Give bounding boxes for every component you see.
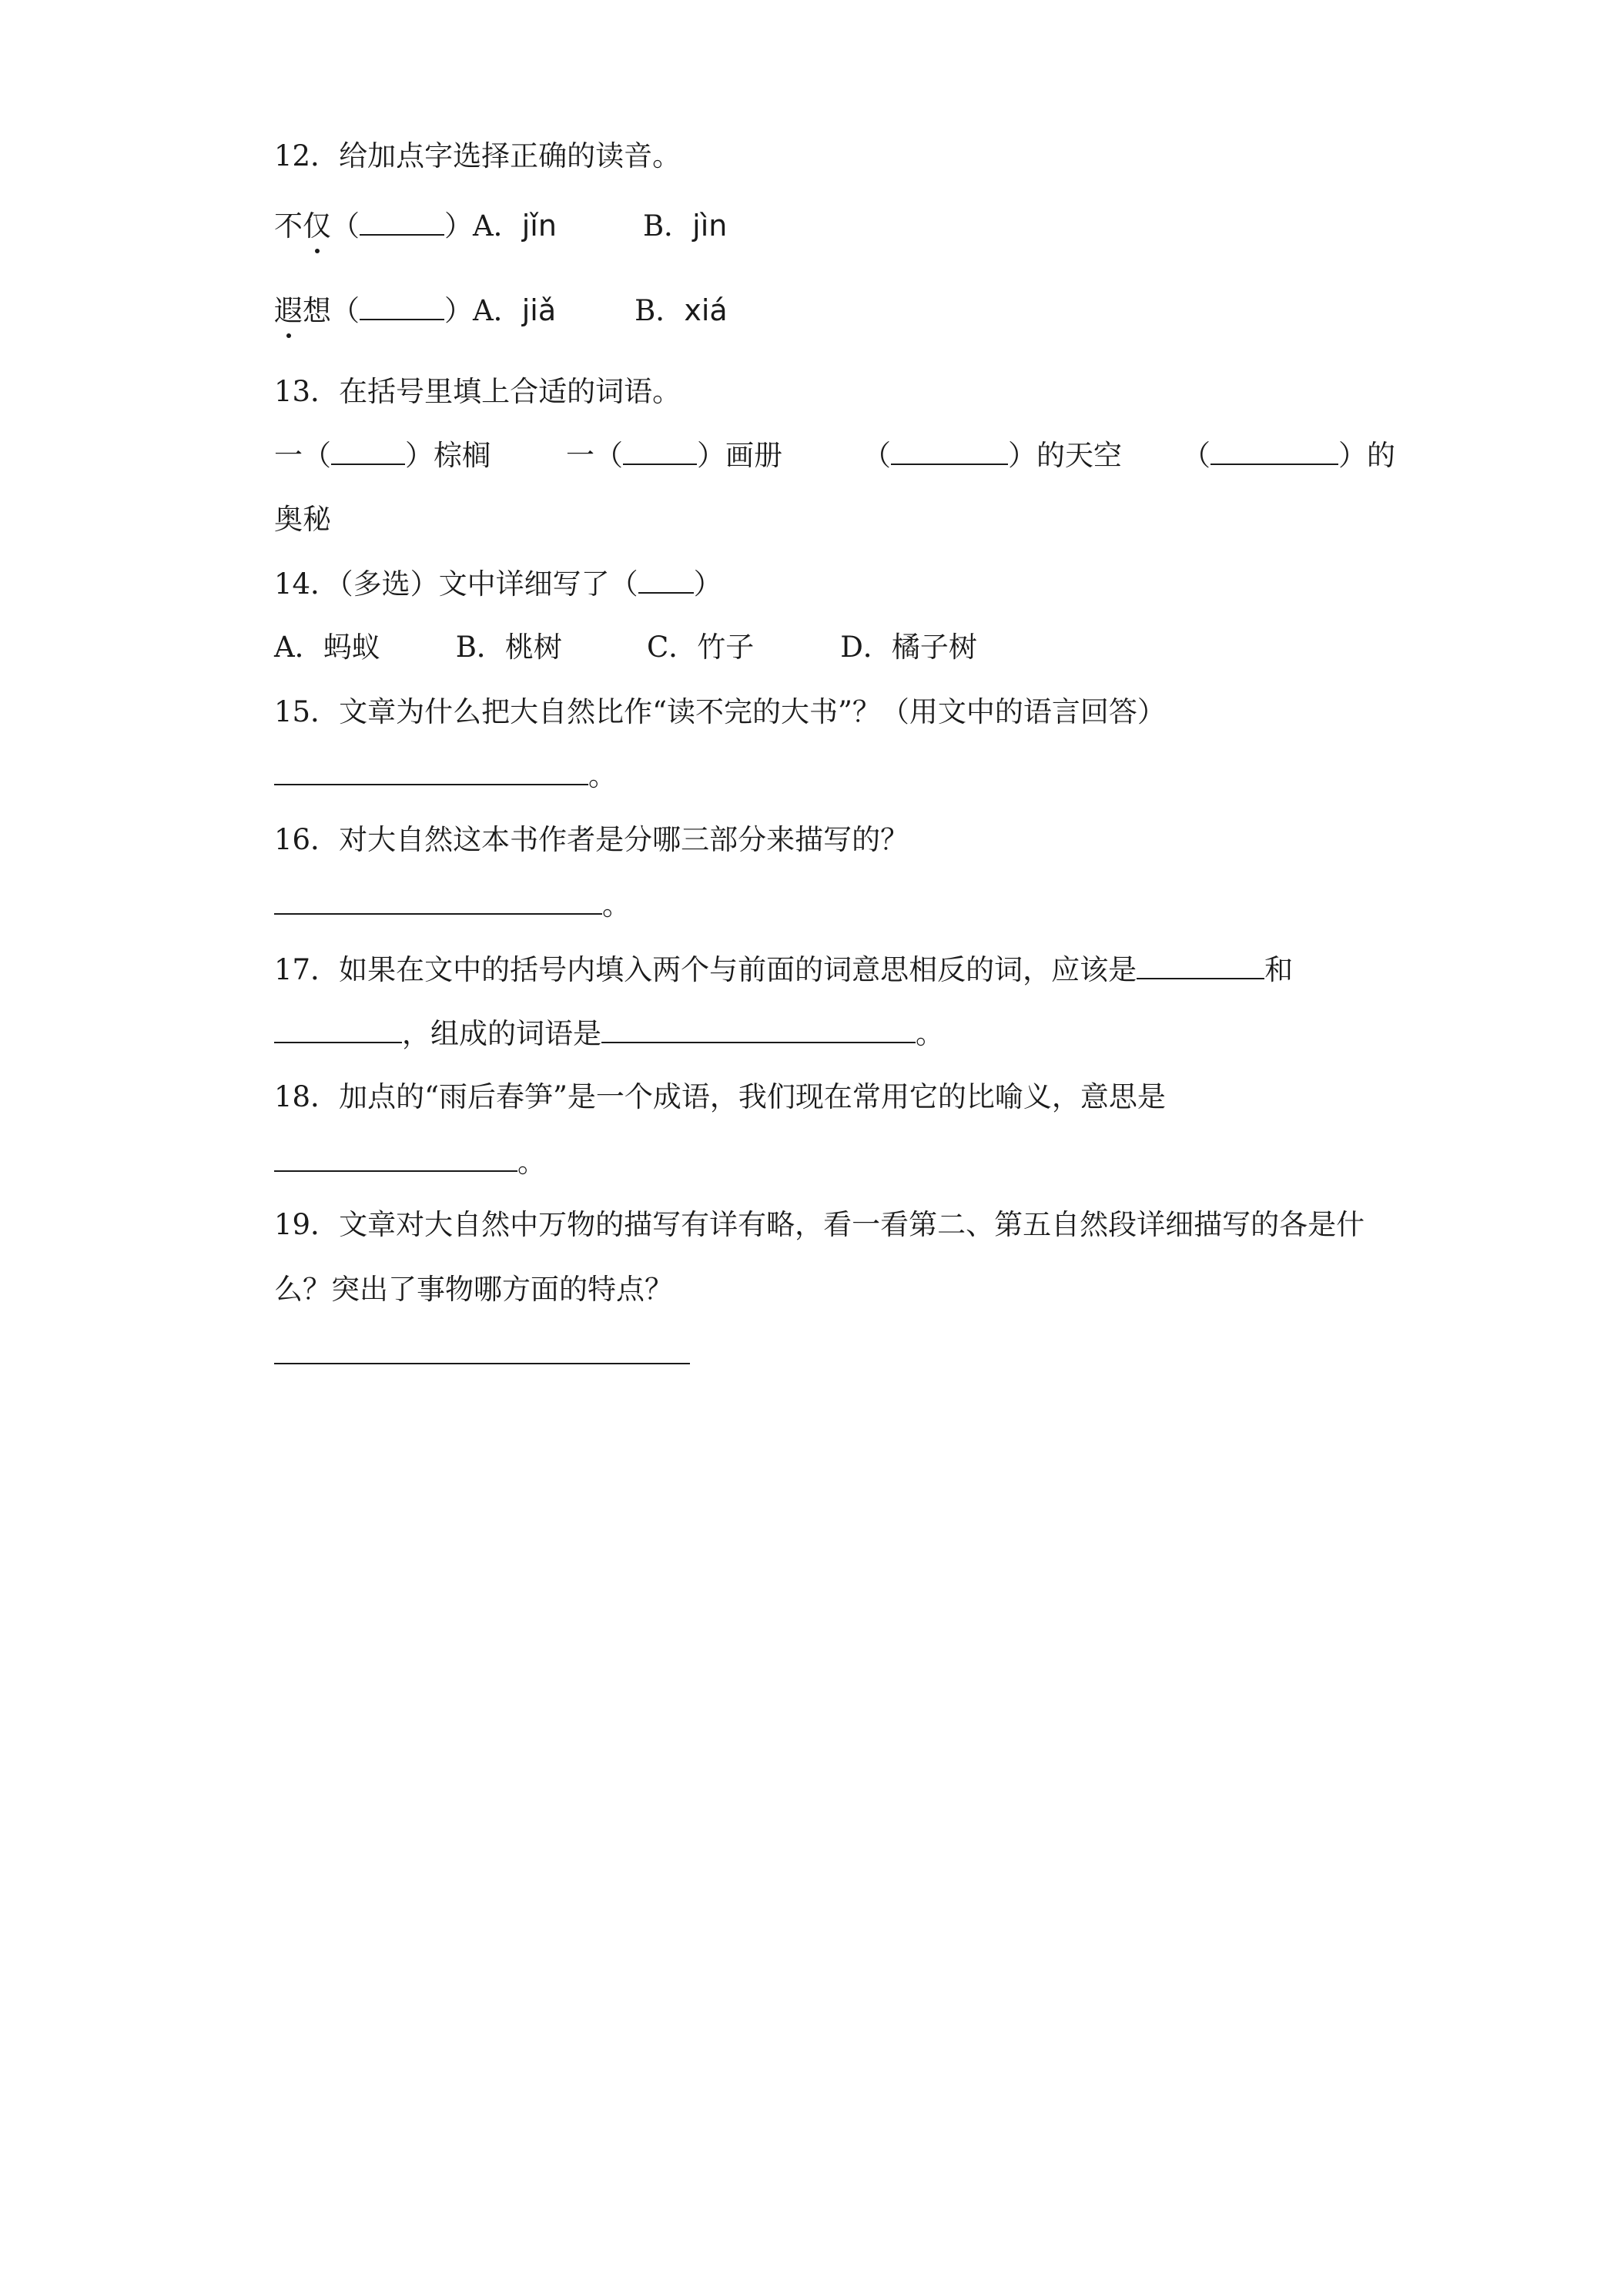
q16-answer: 。: [274, 885, 631, 925]
answer-blank[interactable]: [274, 756, 588, 785]
q17-line1: 17．如果在文中的括号内填入两个与前面的词意思相反的词，应该是 和: [274, 950, 1293, 989]
dotted-char: 遐: [274, 292, 303, 330]
q13-items: 一（ ）棕榈 一（ ）画册 （ ）的天空 （ ）的: [274, 436, 1395, 475]
q14-title: 14．（多选）文中详细写了（ ）: [274, 564, 722, 604]
q19-line1: 19．文章对大自然中万物的描写有详有略，看一看第二、第五自然段详细描写的各是什: [274, 1208, 1365, 1241]
q15-title: 15．文章为什么把大自然比作“读不完的大书”？（用文中的语言回答）: [274, 695, 1166, 728]
q17-line2: ，组成的词语是 。: [274, 1014, 944, 1053]
q12-title: 12．给加点字选择正确的读音。: [274, 139, 681, 172]
answer-blank[interactable]: [360, 206, 444, 236]
answer-blank[interactable]: [360, 291, 444, 320]
answer-blank[interactable]: [1137, 950, 1264, 979]
q19-line2: 么？突出了事物哪方面的特点？: [274, 1273, 673, 1306]
answer-blank[interactable]: [638, 564, 694, 594]
answer-blank[interactable]: [274, 1143, 517, 1172]
q13-title: 13．在括号里填上合适的词语。: [274, 375, 681, 408]
q12-row2: 遐想（ ）A．jiǎ B．xiá: [274, 291, 728, 330]
q19-answer: [274, 1335, 690, 1374]
answer-blank[interactable]: [274, 1014, 402, 1043]
option-c[interactable]: C．竹子: [646, 631, 755, 664]
answer-blank[interactable]: [623, 436, 697, 465]
q14-options: [274, 628, 977, 667]
option-b[interactable]: B．桃树: [455, 631, 562, 664]
q16-title: 16．对大自然这本书作者是分哪三部分来描写的？: [274, 823, 909, 856]
answer-blank[interactable]: [331, 436, 405, 465]
option-a[interactable]: A．蚂蚁: [274, 631, 380, 664]
q18-answer: 。: [274, 1143, 546, 1182]
answer-blank[interactable]: [601, 1014, 916, 1043]
answer-blank[interactable]: [1210, 436, 1338, 465]
answer-blank[interactable]: [274, 1335, 690, 1364]
q13-wrap: 奥秘: [274, 503, 331, 536]
q12-row1: 不仅（ ）A．jǐn B．jìn: [274, 206, 727, 246]
option-d[interactable]: D．橘子树: [840, 631, 977, 664]
dotted-char: 仅: [303, 207, 331, 246]
answer-blank[interactable]: [274, 885, 602, 915]
q18-title: 18．加点的“雨后春笋”是一个成语，我们现在常用它的比喻义，意思是: [274, 1080, 1166, 1113]
q15-answer: 。: [274, 756, 617, 795]
answer-blank[interactable]: [891, 436, 1008, 465]
